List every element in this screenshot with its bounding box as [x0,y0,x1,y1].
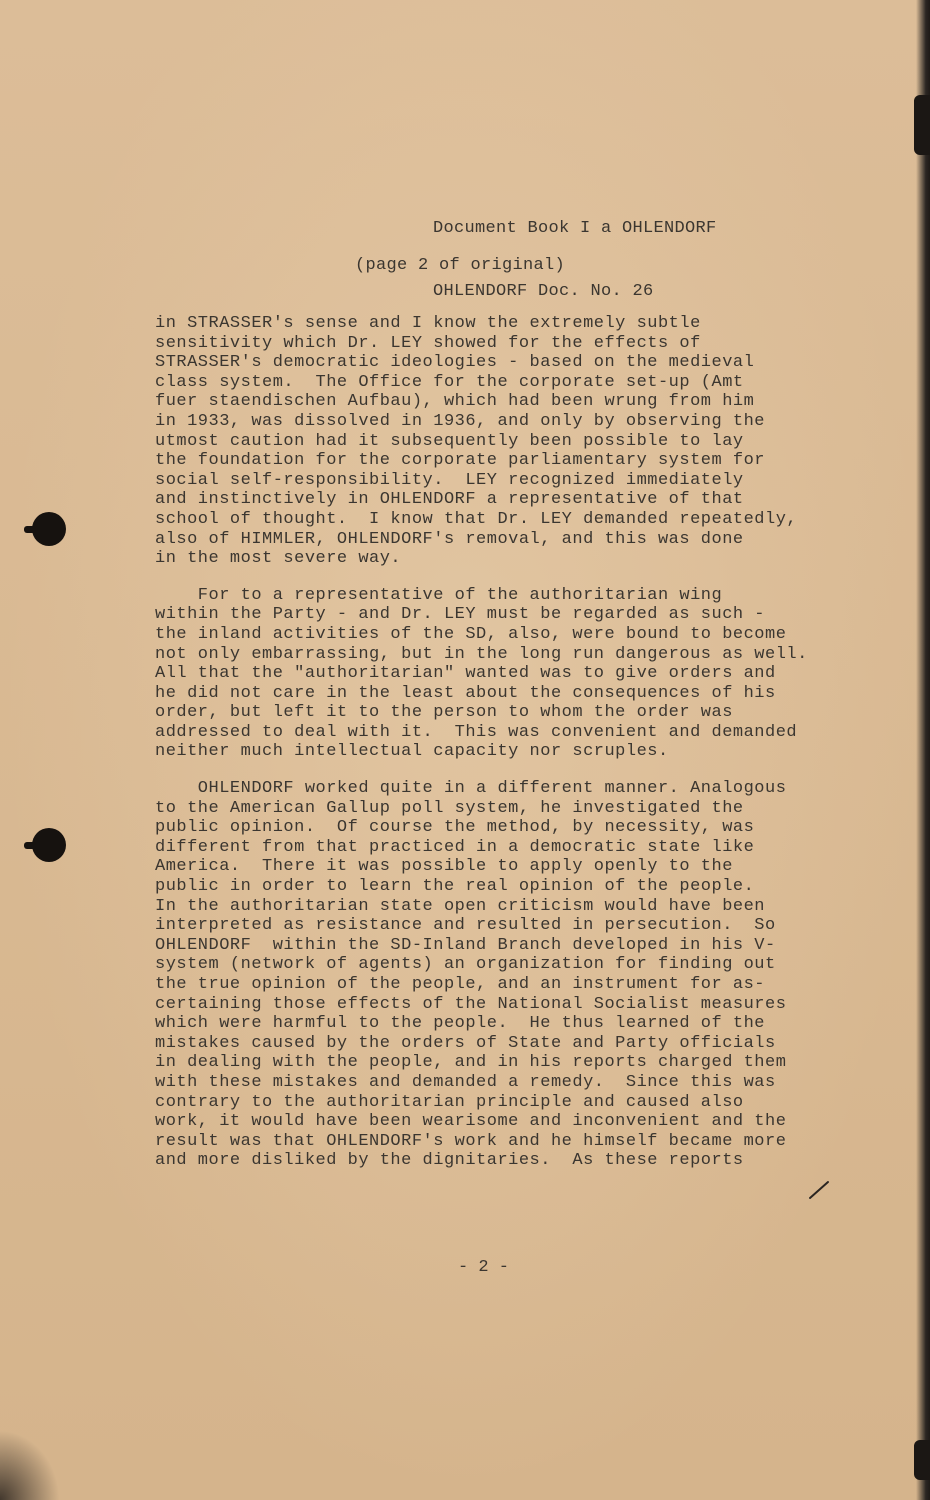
text-line: fuer staendischen Aufbau), which had been wrung from him [155,392,755,412]
text-line: In the authoritarian state open criticism would have been [155,896,765,916]
text-line: order, but left it to the person to whom the order was [155,703,733,723]
header-line-doc-number: OHLENDORF Doc. No. 26 [433,282,654,301]
text-line: public opinion. Of course the method, by necessity, was [155,818,755,838]
text-line: in the most severe way. [155,549,402,569]
text-line: to the American Gallup poll system, he investigated the [155,798,744,818]
text-line: school of thought. I know that Dr. LEY demanded repeatedly, [155,509,798,529]
text-line: America. There it was possible to apply openly to the [155,857,733,877]
text-line: he did not care in the least about the consequences of his [155,683,776,703]
text-line: For to a representative of the authoritarian wing [155,585,723,605]
text-line: with these mistakes and demanded a remedy. Since this was [155,1072,776,1092]
text-line: within the Party - and Dr. LEY must be regarded as such - [155,605,765,625]
paragraph [155,779,890,1171]
punch-hole [32,828,66,862]
text-line: the true opinion of the people, and an instrument for as- [155,975,765,994]
paragraph [155,314,890,569]
text-line: utmost caution had it subsequently been possible to lay [155,431,744,451]
pen-tick-mark [806,1176,832,1202]
text-line: different from that practiced in a democratic state like [155,837,755,857]
text-line: OHLENDORF worked quite in a different manner. Analogous [155,779,787,799]
text-line: neither much intellectual capacity nor scruples. [155,742,669,762]
text-line: public in order to learn the real opinion of the people. [155,877,755,897]
text-line: class system. The Office for the corporate set-up (Amt [155,372,744,392]
text-line: social self-responsibility. LEY recognized immediately [155,470,744,490]
text-line: and instinctively in OHLENDORF a representative of that [155,490,744,510]
document-body [155,314,890,1188]
text-line: in STRASSER's sense and I know the extremely subtle [155,314,701,333]
text-line: sensitivity which Dr. LEY showed for the effects of [155,333,701,353]
edge-notch [914,1440,930,1480]
paragraph [155,586,890,762]
text-line: OHLENDORF within the SD-Inland Branch developed in his V- [155,935,776,955]
text-line: contrary to the authoritarian principle and caused also [155,1092,744,1112]
text-line: in 1933, was dissolved in 1936, and only by observing the [155,411,765,431]
text-line: not only embarrassing, but in the long run dangerous as well. [155,644,808,664]
punch-hole [32,512,66,546]
text-line: mistakes caused by the orders of State and Party officials [155,1033,776,1053]
text-line: which were harmful to the people. He thus learned of the [155,1014,765,1034]
text-line: and more disliked by the dignitaries. As these reports [155,1151,744,1171]
page-number: - 2 - [458,1258,510,1277]
text-line: the foundation for the corporate parliamentary system for [155,451,765,471]
page-of-original-note: (page 2 of original) [355,256,566,275]
edge-notch [914,95,930,155]
text-line: result was that OHLENDORF's work and he himself became more [155,1131,787,1151]
text-line: system (network of agents) an organization for finding out [155,955,776,975]
text-line: in dealing with the people, and in his reports charged them [155,1053,787,1073]
text-line: STRASSER's democratic ideologies - based on the medieval [155,353,755,373]
text-line: also of HIMMLER, OHLENDORF's removal, and this was done [155,529,744,549]
corner-shadow [0,1430,60,1500]
page-edge-shadow [916,0,930,1500]
text-line: the inland activities of the SD, also, were bound to become [155,624,787,644]
text-line: certaining those effects of the National Socialist measures [155,994,787,1014]
text-line: addressed to deal with it. This was convenient and demanded [155,722,798,742]
header-line-book: Document Book I a OHLENDORF [433,219,717,238]
text-line: interpreted as resistance and resulted in persecution. So [155,916,776,936]
text-line: work, it would have been wearisome and inconvenient and the [155,1112,787,1132]
text-line: All that the "authoritarian" wanted was to give orders and [155,664,776,684]
